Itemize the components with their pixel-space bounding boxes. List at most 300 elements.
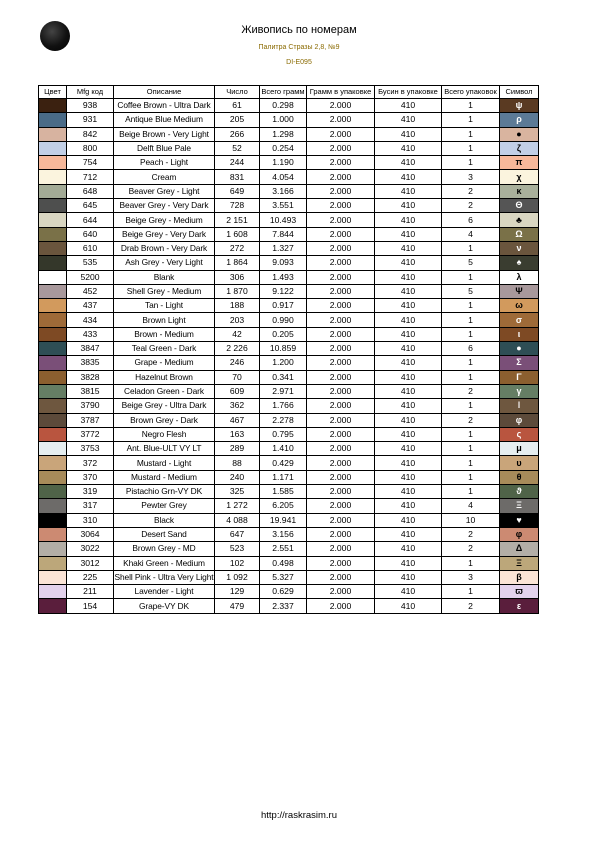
column-header-total-packs: Всего упаковок [442,86,500,99]
mfg-code-cell: 3787 [67,413,114,427]
total-packs-cell: 1 [442,442,500,456]
count-cell: 1 864 [215,256,260,270]
table-row [39,199,539,213]
total-grams-cell: 2.337 [260,599,307,613]
symbol-cell: ♠ [500,256,539,270]
count-cell: 163 [215,427,260,441]
symbol-cell: Ξ [500,556,539,570]
total-packs-cell: 3 [442,570,500,584]
symbol-cell: χ [500,170,539,184]
beads-per-pack-cell: 410 [375,527,442,541]
beads-per-pack-cell: 410 [375,313,442,327]
total-packs-cell: 1 [442,585,500,599]
total-packs-cell: 2 [442,184,500,198]
table-row [39,485,539,499]
total-grams-cell: 1.327 [260,241,307,255]
description-cell: Peach - Light [114,156,215,170]
total-grams-cell: 2.551 [260,542,307,556]
table-row [39,299,539,313]
table-row [39,442,539,456]
grams-per-pack-cell: 2.000 [307,156,375,170]
table-row [39,556,539,570]
count-cell: 467 [215,413,260,427]
symbol-cell: λ [500,270,539,284]
grams-per-pack-cell: 2.000 [307,256,375,270]
count-cell: 2 226 [215,342,260,356]
mfg-code-cell: 754 [67,156,114,170]
beads-per-pack-cell: 410 [375,99,442,113]
mfg-code-cell: 3022 [67,542,114,556]
symbol-cell: Σ [500,356,539,370]
description-cell: Beige Grey - Ultra Dark [114,399,215,413]
table-row [39,113,539,127]
symbol-cell: π [500,156,539,170]
mfg-code-cell: 310 [67,513,114,527]
count-cell: 88 [215,456,260,470]
description-cell: Mustard - Medium [114,470,215,484]
total-grams-cell: 0.917 [260,299,307,313]
total-packs-cell: 10 [442,513,500,527]
symbol-cell: ρ [500,113,539,127]
beads-per-pack-cell: 410 [375,399,442,413]
count-cell: 1 272 [215,499,260,513]
count-cell: 479 [215,599,260,613]
table-row [39,270,539,284]
mfg-code-cell: 3847 [67,342,114,356]
description-cell: Antique Blue Medium [114,113,215,127]
beads-per-pack-cell: 410 [375,570,442,584]
total-grams-cell: 3.156 [260,527,307,541]
description-cell: Coffee Brown - Ultra Dark [114,99,215,113]
total-packs-cell: 1 [442,356,500,370]
table-row [39,370,539,384]
description-cell: Desert Sand [114,527,215,541]
beads-per-pack-cell: 410 [375,384,442,398]
color-swatch [39,141,67,155]
symbol-cell: ω [500,299,539,313]
symbol-cell: ψ [500,99,539,113]
beads-per-pack-cell: 410 [375,470,442,484]
beads-per-pack-cell: 410 [375,442,442,456]
count-cell: 649 [215,184,260,198]
table-row [39,342,539,356]
grams-per-pack-cell: 2.000 [307,199,375,213]
description-cell: Negro Flesh [114,427,215,441]
table-row [39,241,539,255]
count-cell: 306 [215,270,260,284]
total-grams-cell: 1.410 [260,442,307,456]
total-packs-cell: 1 [442,556,500,570]
mfg-code-cell: 154 [67,599,114,613]
grams-per-pack-cell: 2.000 [307,313,375,327]
total-packs-cell: 2 [442,384,500,398]
mfg-code-cell: 938 [67,99,114,113]
total-grams-cell: 19.941 [260,513,307,527]
symbol-cell: Γ [500,370,539,384]
color-swatch [39,585,67,599]
total-packs-cell: 1 [442,270,500,284]
mfg-code-cell: 640 [67,227,114,241]
mfg-code-cell: 452 [67,284,114,298]
symbol-cell: β [500,570,539,584]
color-swatch [39,370,67,384]
total-grams-cell: 1.190 [260,156,307,170]
mfg-code-cell: 3772 [67,427,114,441]
color-swatch [39,456,67,470]
count-cell: 728 [215,199,260,213]
total-packs-cell: 1 [442,99,500,113]
mfg-code-cell: 3012 [67,556,114,570]
grams-per-pack-cell: 2.000 [307,241,375,255]
beads-per-pack-cell: 410 [375,113,442,127]
beads-per-pack-cell: 410 [375,270,442,284]
total-packs-cell: 6 [442,213,500,227]
mfg-code-cell: 644 [67,213,114,227]
grams-per-pack-cell: 2.000 [307,570,375,584]
total-packs-cell: 1 [442,370,500,384]
count-cell: 266 [215,127,260,141]
grams-per-pack-cell: 2.000 [307,556,375,570]
symbol-cell: Θ [500,199,539,213]
total-packs-cell: 1 [442,313,500,327]
symbol-cell: ζ [500,141,539,155]
total-packs-cell: 1 [442,456,500,470]
mfg-code-cell: 3753 [67,442,114,456]
footer-url: http://raskrasim.ru [260,810,338,821]
page-title: Живопись по номерам [241,24,357,36]
description-cell: Ant. Blue-ULT VY LT [114,442,215,456]
mfg-code-cell: 434 [67,313,114,327]
total-grams-cell: 0.795 [260,427,307,441]
total-packs-cell: 1 [442,327,500,341]
symbol-cell: μ [500,442,539,456]
total-packs-cell: 2 [442,199,500,213]
beads-per-pack-cell: 410 [375,427,442,441]
symbol-cell: κ [500,184,539,198]
description-cell: Mustard - Light [114,456,215,470]
count-cell: 4 088 [215,513,260,527]
count-cell: 188 [215,299,260,313]
mfg-code-cell: 3064 [67,527,114,541]
mfg-code-cell: 648 [67,184,114,198]
total-packs-cell: 2 [442,542,500,556]
grams-per-pack-cell: 2.000 [307,527,375,541]
column-header-beads-per-pack: Бусин в упаковке [375,86,442,99]
description-cell: Grape - Medium [114,356,215,370]
description-cell: Brown Grey - Dark [114,413,215,427]
mfg-code-cell: 3835 [67,356,114,370]
table-row [39,413,539,427]
description-cell: Delft Blue Pale [114,141,215,155]
beads-per-pack-cell: 410 [375,227,442,241]
color-swatch [39,184,67,198]
grams-per-pack-cell: 2.000 [307,299,375,313]
column-header-total-grams: Всего грамм [260,86,307,99]
total-grams-cell: 2.971 [260,384,307,398]
beads-per-pack-cell: 410 [375,127,442,141]
total-packs-cell: 1 [442,470,500,484]
color-swatch [39,313,67,327]
symbol-cell: Ψ [500,284,539,298]
total-packs-cell: 4 [442,227,500,241]
table-row [39,127,539,141]
description-cell: Brown - Medium [114,327,215,341]
description-cell: Grape-VY DK [114,599,215,613]
mfg-code-cell: 712 [67,170,114,184]
table-row [39,456,539,470]
color-swatch [39,127,67,141]
count-cell: 831 [215,170,260,184]
symbol-cell: θ [500,470,539,484]
total-grams-cell: 0.298 [260,99,307,113]
count-cell: 244 [215,156,260,170]
table-row [39,542,539,556]
total-grams-cell: 0.341 [260,370,307,384]
color-swatch [39,241,67,255]
color-swatch [39,427,67,441]
mfg-code-cell: 5200 [67,270,114,284]
grams-per-pack-cell: 2.000 [307,213,375,227]
description-cell: Shell Grey - Medium [114,284,215,298]
color-swatch [39,356,67,370]
color-swatch [39,399,67,413]
description-cell: Khaki Green - Medium [114,556,215,570]
mfg-code-cell: 437 [67,299,114,313]
total-packs-cell: 2 [442,599,500,613]
total-grams-cell: 1.766 [260,399,307,413]
beads-per-pack-cell: 410 [375,413,442,427]
count-cell: 2 151 [215,213,260,227]
count-cell: 523 [215,542,260,556]
table-row [39,527,539,541]
count-cell: 246 [215,356,260,370]
mfg-code-cell: 800 [67,141,114,155]
beads-per-pack-cell: 410 [375,184,442,198]
color-swatch [39,342,67,356]
table-row [39,470,539,484]
table-row [39,184,539,198]
grams-per-pack-cell: 2.000 [307,227,375,241]
mfg-code-cell: 211 [67,585,114,599]
color-swatch [39,99,67,113]
total-grams-cell: 1.171 [260,470,307,484]
color-swatch [39,570,67,584]
symbol-cell: ♥ [500,513,539,527]
description-cell: Pewter Grey [114,499,215,513]
symbol-cell: φ [500,413,539,427]
count-cell: 203 [215,313,260,327]
color-swatch [39,470,67,484]
description-cell: Beaver Grey - Light [114,184,215,198]
count-cell: 1 608 [215,227,260,241]
table-row [39,313,539,327]
total-packs-cell: 5 [442,256,500,270]
total-grams-cell: 1.493 [260,270,307,284]
total-grams-cell: 0.629 [260,585,307,599]
total-packs-cell: 1 [442,485,500,499]
color-swatch [39,513,67,527]
total-packs-cell: 3 [442,170,500,184]
table-row [39,356,539,370]
symbol-cell: ε [500,599,539,613]
description-cell: Hazelnut Brown [114,370,215,384]
beads-per-pack-cell: 410 [375,327,442,341]
color-swatch [39,485,67,499]
total-packs-cell: 1 [442,427,500,441]
symbol-cell: ς [500,427,539,441]
grams-per-pack-cell: 2.000 [307,270,375,284]
beads-per-pack-cell: 410 [375,299,442,313]
beads-per-pack-cell: 410 [375,356,442,370]
color-swatch [39,227,67,241]
symbol-cell: ι [500,327,539,341]
symbol-cell: σ [500,313,539,327]
total-grams-cell: 5.327 [260,570,307,584]
color-swatch [39,542,67,556]
color-swatch [39,256,67,270]
count-cell: 102 [215,556,260,570]
beads-per-pack-cell: 410 [375,370,442,384]
grams-per-pack-cell: 2.000 [307,99,375,113]
description-cell: Teal Green - Dark [114,342,215,356]
total-packs-cell: 1 [442,127,500,141]
table-row [39,156,539,170]
count-cell: 52 [215,141,260,155]
table-row [39,170,539,184]
count-cell: 609 [215,384,260,398]
description-cell: Celadon Green - Dark [114,384,215,398]
color-swatch [39,156,67,170]
total-packs-cell: 1 [442,156,500,170]
total-grams-cell: 4.054 [260,170,307,184]
grams-per-pack-cell: 2.000 [307,170,375,184]
table-row [39,513,539,527]
total-packs-cell: 2 [442,527,500,541]
mfg-code-cell: 645 [67,199,114,213]
description-cell: Beaver Grey - Very Dark [114,199,215,213]
total-grams-cell: 9.093 [260,256,307,270]
column-header-grams-per-pack: Грамм в упаковке [307,86,375,99]
grams-per-pack-cell: 2.000 [307,327,375,341]
count-cell: 362 [215,399,260,413]
mfg-code-cell: 370 [67,470,114,484]
beads-per-pack-cell: 410 [375,284,442,298]
grams-per-pack-cell: 2.000 [307,184,375,198]
beads-per-pack-cell: 410 [375,542,442,556]
table-row [39,499,539,513]
description-cell: Brown Light [114,313,215,327]
symbol-cell: ● [500,127,539,141]
mfg-code-cell: 535 [67,256,114,270]
table-row [39,99,539,113]
grams-per-pack-cell: 2.000 [307,442,375,456]
grams-per-pack-cell: 2.000 [307,485,375,499]
column-header-description: Описание [114,86,215,99]
symbol-cell: ● [500,342,539,356]
mfg-code-cell: 842 [67,127,114,141]
symbol-cell: ϑ [500,485,539,499]
color-swatch [39,556,67,570]
table-row [39,599,539,613]
color-swatch [39,327,67,341]
count-cell: 61 [215,99,260,113]
beads-per-pack-cell: 410 [375,556,442,570]
palette-subtitle: Палитра Стразы 2,8, №9 [258,44,340,51]
symbol-cell: υ [500,456,539,470]
description-cell: Black [114,513,215,527]
table-row [39,227,539,241]
grams-per-pack-cell: 2.000 [307,542,375,556]
beads-per-pack-cell: 410 [375,141,442,155]
beads-per-pack-cell: 410 [375,213,442,227]
description-cell: Blank [114,270,215,284]
total-grams-cell: 1.585 [260,485,307,499]
count-cell: 42 [215,327,260,341]
symbol-cell: φ [500,527,539,541]
total-grams-cell: 3.166 [260,184,307,198]
color-swatch [39,284,67,298]
total-grams-cell: 7.844 [260,227,307,241]
beads-per-pack-cell: 410 [375,241,442,255]
column-header-count: Число [215,86,260,99]
grams-per-pack-cell: 2.000 [307,456,375,470]
count-cell: 1 870 [215,284,260,298]
table-row [39,585,539,599]
total-grams-cell: 0.205 [260,327,307,341]
table-row [39,256,539,270]
description-cell: Ash Grey - Very Light [114,256,215,270]
color-swatch [39,413,67,427]
grams-per-pack-cell: 2.000 [307,141,375,155]
grams-per-pack-cell: 2.000 [307,470,375,484]
color-swatch [39,170,67,184]
color-swatch [39,384,67,398]
beads-per-pack-cell: 410 [375,170,442,184]
count-cell: 1 092 [215,570,260,584]
total-grams-cell: 0.990 [260,313,307,327]
total-packs-cell: 5 [442,284,500,298]
grams-per-pack-cell: 2.000 [307,585,375,599]
color-swatch [39,213,67,227]
total-grams-cell: 1.000 [260,113,307,127]
color-swatch [39,299,67,313]
total-grams-cell: 10.493 [260,213,307,227]
count-cell: 205 [215,113,260,127]
column-header-color: Цвет [39,86,67,99]
total-grams-cell: 10.859 [260,342,307,356]
symbol-cell: ν [500,241,539,255]
mfg-code-cell: 319 [67,485,114,499]
grams-per-pack-cell: 2.000 [307,370,375,384]
total-packs-cell: 1 [442,299,500,313]
symbol-cell: ϖ [500,585,539,599]
grams-per-pack-cell: 2.000 [307,127,375,141]
total-grams-cell: 3.551 [260,199,307,213]
mfg-code-cell: 610 [67,241,114,255]
total-grams-cell: 2.278 [260,413,307,427]
color-swatch [39,270,67,284]
count-cell: 70 [215,370,260,384]
description-cell: Tan - Light [114,299,215,313]
mfg-code-cell: 372 [67,456,114,470]
mfg-code-cell: 3828 [67,370,114,384]
count-cell: 325 [215,485,260,499]
total-grams-cell: 0.498 [260,556,307,570]
total-grams-cell: 0.429 [260,456,307,470]
table-row [39,327,539,341]
description-cell: Beige Brown - Very Light [114,127,215,141]
mfg-code-cell: 931 [67,113,114,127]
